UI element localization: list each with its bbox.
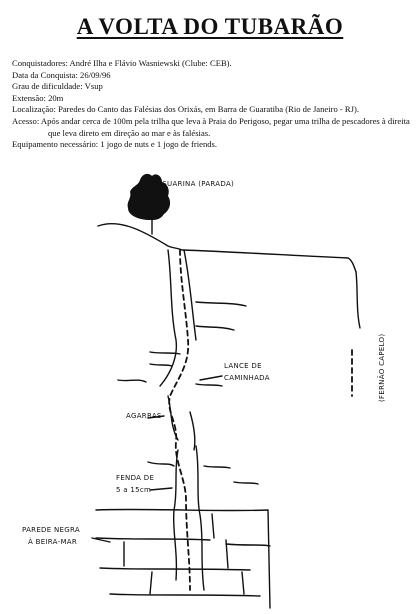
route-topo-drawing bbox=[0, 150, 420, 614]
mid-wall-line bbox=[190, 412, 195, 450]
info-label: Grau de dificuldade : bbox=[12, 81, 85, 91]
ledge-line bbox=[204, 466, 230, 468]
agarras-label: AGARRAS bbox=[126, 412, 162, 420]
fenda-label-1: FENDA DE bbox=[116, 474, 155, 482]
info-acesso bbox=[12, 116, 412, 139]
crack-left-wall bbox=[174, 450, 178, 580]
page-title bbox=[0, 14, 420, 40]
page-title-text: A VOLTA DO TUBARÃO bbox=[76, 14, 344, 39]
info-label: Equipamento necessário : bbox=[12, 139, 100, 149]
info-grau bbox=[12, 81, 412, 93]
route-info bbox=[12, 58, 412, 151]
ledge-line bbox=[196, 384, 222, 386]
annotation-arrow bbox=[200, 376, 222, 380]
ledge-line bbox=[148, 462, 174, 466]
parede-label-2: À BEIRA-MAR bbox=[28, 538, 78, 546]
info-label: Conquistadores : bbox=[12, 58, 70, 68]
info-localizacao bbox=[12, 104, 412, 116]
fernao-capelo-label: (FERNÃO CAPELO) bbox=[378, 333, 386, 402]
info-equipamento bbox=[12, 139, 412, 151]
annotation-arrow bbox=[150, 488, 172, 490]
ledge-line bbox=[118, 380, 146, 382]
info-extensao bbox=[12, 93, 412, 105]
info-label: Extensão : bbox=[12, 93, 48, 103]
info-label: Localização : bbox=[12, 104, 58, 114]
lance-label-2: CAMINHADA bbox=[224, 374, 270, 382]
info-data bbox=[12, 70, 412, 82]
info-value: 20m bbox=[48, 92, 64, 103]
info-value: André Ilha e Flávio Wasniewski (Clube: CEB). bbox=[69, 58, 232, 68]
info-conquistadores bbox=[12, 58, 412, 70]
gully-right-wall bbox=[184, 250, 196, 340]
info-value: Vsup bbox=[84, 81, 103, 92]
cliff-right-edge bbox=[356, 272, 360, 328]
ledge-line bbox=[150, 364, 172, 366]
info-value: 1 jogo de nuts e 1 jogo de friends. bbox=[100, 139, 218, 150]
ledge-line bbox=[234, 482, 258, 484]
info-label: Data da Conquista : bbox=[12, 70, 80, 80]
ledge-line bbox=[196, 326, 234, 330]
fenda-label-2: 5 a 15cm bbox=[116, 486, 152, 494]
info-value: Após andar cerca de 100m pela trilha que leva à Praia do Perigoso, pegar uma trilha de pescadores à direita que leva direto em direção ao mar e às falésias. bbox=[40, 115, 410, 138]
parede-label-1: PAREDE NEGRA bbox=[22, 526, 80, 534]
info-value: Paredes do Canto das Falésias dos Orixás, em Barra de Guaratiba (Rio de Janeiro - RJ). bbox=[58, 104, 360, 115]
crack-right-wall bbox=[196, 446, 204, 590]
black-wall-blocks bbox=[96, 509, 270, 608]
info-value: 26/09/96 bbox=[80, 69, 111, 80]
cliff-top-edge bbox=[98, 224, 356, 272]
casuarina-label: CASUARINA (PARADA) bbox=[152, 180, 235, 188]
ledge-line bbox=[196, 302, 246, 306]
info-label: Acesso : bbox=[12, 116, 41, 126]
lance-label-1: LANCE DE bbox=[224, 362, 262, 370]
